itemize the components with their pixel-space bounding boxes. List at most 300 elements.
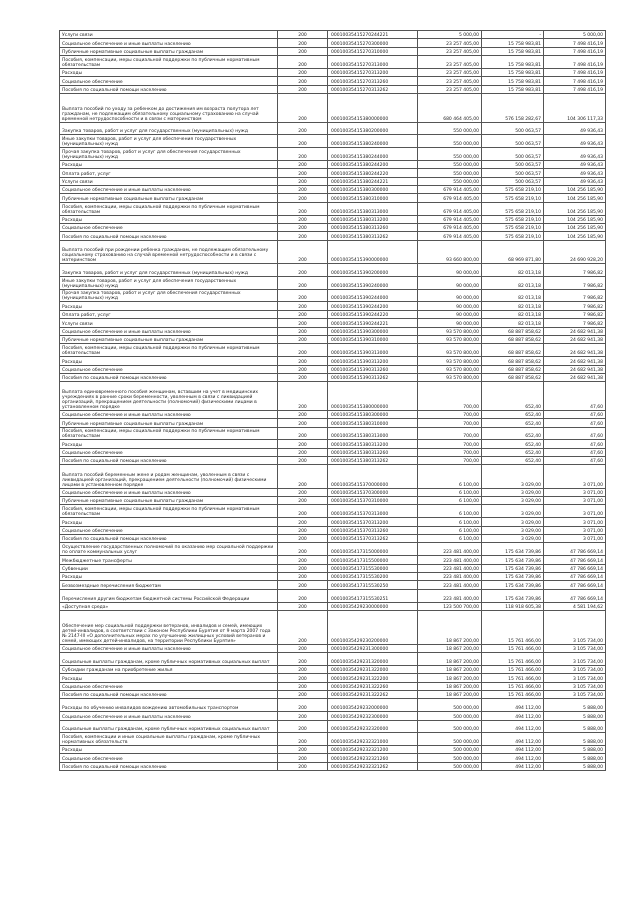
row-code-cell: 200 [278, 194, 328, 202]
table-row [60, 712, 606, 720]
row-plan-cell: 700,00 [418, 382, 482, 410]
row-name-cell: Расходы [60, 518, 278, 526]
row-kbk-cell: 00010035415370000000 [328, 465, 418, 488]
row-code-cell: 200 [278, 448, 328, 456]
row-kbk-cell: 00010035415380244220 [328, 169, 418, 177]
row-plan-cell: 700,00 [418, 457, 482, 465]
row-code-cell: 200 [278, 573, 328, 581]
row-code-cell: 200 [278, 85, 328, 93]
row-rest-cell: 47,60 [544, 448, 606, 456]
row-kbk-cell: 00010035429231322200 [328, 674, 418, 682]
table-row [60, 215, 606, 223]
row-code-cell: 200 [278, 682, 328, 690]
table-row [60, 564, 606, 572]
table-row [60, 276, 606, 289]
row-name-cell: Перечисления другим бюджетам бюджетной системы Российской Федерации [60, 589, 278, 602]
row-code-cell: 200 [278, 373, 328, 381]
row-name-cell: Пособия по социальной помощи населению [60, 535, 278, 543]
table-row [60, 194, 606, 202]
row-rest-cell: 47,60 [544, 440, 606, 448]
row-rest-cell: 7 498 416,19 [544, 68, 606, 76]
row-code-cell: 200 [278, 344, 328, 357]
table-body [60, 31, 606, 771]
table-row [60, 682, 606, 690]
row-code-cell: 200 [278, 77, 328, 85]
row-rest-cell: 5 888,00 [544, 699, 606, 712]
row-kbk-cell: 00010035415390240000 [328, 276, 418, 289]
row-kbk-cell: 00010035429231322262 [328, 690, 418, 698]
budget-report-page [59, 30, 605, 771]
row-kbk-cell: 00010035415370300000 [328, 488, 418, 496]
row-name-cell: Осуществление государственных полномочий по оказанию мер социальной поддержки по оплате коммунальных услуг [60, 543, 278, 556]
row-kbk-cell: 00010035415390313260 [328, 365, 418, 373]
row-name-cell: Социальное обеспечение и иные выплаты населению [60, 488, 278, 496]
row-kbk-cell: 00010035417315530250 [328, 581, 418, 589]
row-name-cell: Социальное обеспечение [60, 365, 278, 373]
row-rest-cell: 3 105 734,00 [544, 610, 606, 644]
row-code-cell: 200 [278, 497, 328, 505]
row-name-cell: Социальное обеспечение [60, 77, 278, 85]
row-fact-cell: 494 112,00 [482, 699, 544, 712]
table-row [60, 224, 606, 232]
row-name-cell: Социальное обеспечение и иные выплаты населению [60, 644, 278, 652]
table-row [60, 518, 606, 526]
row-plan-cell: 5 000,00 [418, 31, 482, 39]
row-kbk-cell: 00010035415390313200 [328, 357, 418, 365]
row-name-cell: Обеспечение мер социальной поддержки ветеранов, инвалидов и семей, имеющих детей-инвалидов, в соответствии с Законом Республики Бурятия от 9 марта 2007 года № 2147-III «О дополнительных мерах по улучшению жилищных условий ветеранов и семей, имеющих детей-инвалидов, на территории Республики Бурятия» [60, 610, 278, 644]
row-name-cell: Оплата работ, услуг [60, 169, 278, 177]
row-fact-cell: 3 029,00 [482, 526, 544, 534]
row-plan-cell: 700,00 [418, 448, 482, 456]
row-fact-cell: 15 761 466,00 [482, 682, 544, 690]
row-kbk-cell: 00010035415370310000 [328, 497, 418, 505]
row-name-cell: Оплата работ, услуг [60, 310, 278, 318]
table-row [60, 335, 606, 343]
row-rest-cell: 3 105 734,00 [544, 665, 606, 673]
row-name-cell: Услуги связи [60, 319, 278, 327]
row-fact-cell: 82 013,18 [482, 264, 544, 277]
row-rest-cell: 5 888,00 [544, 733, 606, 746]
table-row [60, 122, 606, 135]
table-row [60, 589, 606, 602]
row-rest-cell: 49 936,43 [544, 177, 606, 185]
row-name-cell: Пособия, компенсации и иные социальные выплаты гражданам, кроме публичных нормативных обязательств [60, 733, 278, 746]
row-rest-cell: 3 105 734,00 [544, 690, 606, 698]
row-code-cell: 200 [278, 94, 328, 122]
row-plan-cell: 550 000,00 [418, 148, 482, 161]
row-plan-cell: 93 570 800,00 [418, 344, 482, 357]
row-kbk-cell: 00010035415380310000 [328, 419, 418, 427]
row-kbk-cell: 00010035415380313000 [328, 427, 418, 440]
row-rest-cell: 7 986,82 [544, 310, 606, 318]
row-fact-cell: 15 761 466,00 [482, 690, 544, 698]
row-rest-cell: 24 682 941,38 [544, 335, 606, 343]
row-plan-cell: 93 570 800,00 [418, 335, 482, 343]
table-row [60, 148, 606, 161]
row-name-cell: Расходы [60, 68, 278, 76]
row-plan-cell: 90 000,00 [418, 310, 482, 318]
row-rest-cell: 24 682 941,38 [544, 327, 606, 335]
row-rest-cell: 7 498 416,19 [544, 77, 606, 85]
row-name-cell: Прочая закупка товаров, работ и услуг для обеспечения государственных (муниципальных) нужд [60, 289, 278, 302]
row-fact-cell: 15 761 466,00 [482, 644, 544, 652]
row-rest-cell: 24 682 941,38 [544, 344, 606, 357]
row-plan-cell: 6 100,00 [418, 535, 482, 543]
row-kbk-cell: 00010035429231322000 [328, 665, 418, 673]
row-kbk-cell: 00010035415380300000 [328, 410, 418, 418]
row-rest-cell: 24 682 941,38 [544, 365, 606, 373]
row-name-cell: Безвозмездные перечисления бюджетам [60, 581, 278, 589]
row-kbk-cell: 00010035415390300000 [328, 327, 418, 335]
row-name-cell: Закупка товаров, работ и услуг для государственных (муниципальных) нужд [60, 122, 278, 135]
row-code-cell: 200 [278, 602, 328, 610]
row-code-cell: 200 [278, 674, 328, 682]
row-plan-cell: 6 100,00 [418, 488, 482, 496]
row-rest-cell: 7 986,82 [544, 319, 606, 327]
row-fact-cell: 575 658 219,10 [482, 186, 544, 194]
row-plan-cell: 223 481 400,00 [418, 556, 482, 564]
row-fact-cell: 500 063,57 [482, 122, 544, 135]
row-rest-cell: 3 105 734,00 [544, 674, 606, 682]
row-plan-cell: 90 000,00 [418, 302, 482, 310]
row-name-cell: Пособия, компенсации, меры социальной поддержки по публичным нормативным обязательствам [60, 202, 278, 215]
row-name-cell: Пособия по социальной помощи населению [60, 457, 278, 465]
row-rest-cell: 49 936,43 [544, 122, 606, 135]
row-rest-cell: 7 986,82 [544, 302, 606, 310]
row-name-cell: Расходы [60, 674, 278, 682]
row-code-cell: 200 [278, 762, 328, 770]
table-row [60, 410, 606, 418]
row-fact-cell: 575 658 219,10 [482, 232, 544, 240]
row-rest-cell: 3 105 734,00 [544, 644, 606, 652]
row-fact-cell: 15 761 466,00 [482, 610, 544, 644]
budget-expenditure-table [59, 30, 606, 771]
table-row [60, 56, 606, 69]
row-kbk-cell: 00010035415380244221 [328, 177, 418, 185]
row-rest-cell: 3 071,00 [544, 535, 606, 543]
row-plan-cell: 550 000,00 [418, 135, 482, 148]
row-code-cell: 200 [278, 427, 328, 440]
row-name-cell: Социальное обеспечение [60, 526, 278, 534]
row-rest-cell: 3 105 734,00 [544, 682, 606, 690]
row-plan-cell: 18 867 200,00 [418, 674, 482, 682]
row-kbk-cell: 00010035415390244200 [328, 302, 418, 310]
row-fact-cell: - [482, 31, 544, 39]
row-kbk-cell: 00010035415370313200 [328, 518, 418, 526]
row-plan-cell: 500 000,00 [418, 762, 482, 770]
row-fact-cell: 494 112,00 [482, 720, 544, 733]
row-code-cell: 200 [278, 135, 328, 148]
row-code-cell: 200 [278, 186, 328, 194]
table-row [60, 310, 606, 318]
row-code-cell: 200 [278, 644, 328, 652]
row-rest-cell: 47,60 [544, 427, 606, 440]
table-row [60, 419, 606, 427]
row-name-cell: Социальное обеспечение и иные выплаты населению [60, 186, 278, 194]
row-fact-cell: 175 634 739,86 [482, 556, 544, 564]
row-fact-cell: 575 658 219,10 [482, 224, 544, 232]
row-plan-cell: 23 257 405,00 [418, 39, 482, 47]
row-name-cell: Расходы [60, 573, 278, 581]
table-row [60, 77, 606, 85]
table-row [60, 202, 606, 215]
table-row [60, 186, 606, 194]
table-row [60, 448, 606, 456]
row-plan-cell: 500 000,00 [418, 746, 482, 754]
row-code-cell: 200 [278, 419, 328, 427]
row-rest-cell: 47 786 669,14 [544, 589, 606, 602]
row-fact-cell: 652,40 [482, 440, 544, 448]
table-row [60, 465, 606, 488]
row-kbk-cell: 00010035415380310000 [328, 194, 418, 202]
row-fact-cell: 15 761 466,00 [482, 652, 544, 665]
row-kbk-cell: 00010035415380313262 [328, 457, 418, 465]
row-fact-cell: 68 887 858,62 [482, 344, 544, 357]
row-code-cell: 200 [278, 733, 328, 746]
row-plan-cell: 550 000,00 [418, 169, 482, 177]
table-row [60, 319, 606, 327]
row-code-cell: 200 [278, 357, 328, 365]
table-row [60, 556, 606, 564]
table-row [60, 581, 606, 589]
table-row [60, 39, 606, 47]
row-fact-cell: 652,40 [482, 382, 544, 410]
table-row [60, 674, 606, 682]
row-code-cell: 200 [278, 457, 328, 465]
row-plan-cell: 223 481 400,00 [418, 543, 482, 556]
row-kbk-cell: 00010035415270244221 [328, 31, 418, 39]
row-name-cell: Публичные нормативные социальные выплаты гражданам [60, 335, 278, 343]
row-plan-cell: 90 000,00 [418, 276, 482, 289]
table-row [60, 497, 606, 505]
row-kbk-cell: 00010035415380244000 [328, 148, 418, 161]
row-plan-cell: 93 570 800,00 [418, 373, 482, 381]
table-row [60, 699, 606, 712]
row-fact-cell: 15 758 983,81 [482, 39, 544, 47]
row-name-cell: Услуги связи [60, 31, 278, 39]
row-fact-cell: 652,40 [482, 419, 544, 427]
row-fact-cell: 3 029,00 [482, 488, 544, 496]
row-name-cell: Социальное обеспечение и иные выплаты населению [60, 712, 278, 720]
row-fact-cell: 652,40 [482, 448, 544, 456]
row-kbk-cell: 00010035415270313262 [328, 85, 418, 93]
row-kbk-cell: 00010035415370313000 [328, 505, 418, 518]
row-code-cell: 200 [278, 122, 328, 135]
row-code-cell: 200 [278, 68, 328, 76]
row-fact-cell: 15 761 466,00 [482, 665, 544, 673]
row-code-cell: 200 [278, 47, 328, 55]
row-fact-cell: 652,40 [482, 410, 544, 418]
row-fact-cell: 3 029,00 [482, 535, 544, 543]
table-row [60, 573, 606, 581]
row-code-cell: 200 [278, 240, 328, 263]
row-name-cell: Пособия, компенсации, меры социальной поддержки по публичным нормативным обязательствам [60, 505, 278, 518]
row-kbk-cell: 00010035417315530000 [328, 564, 418, 572]
row-rest-cell: 49 936,43 [544, 148, 606, 161]
row-rest-cell: 3 105 734,00 [544, 652, 606, 665]
row-kbk-cell: 00010035415390313262 [328, 373, 418, 381]
row-kbk-cell: 00010035415370313260 [328, 526, 418, 534]
row-plan-cell: 223 481 400,00 [418, 581, 482, 589]
row-name-cell: Пособия, компенсации, меры социальной поддержки по публичным нормативным обязательствам [60, 344, 278, 357]
row-code-cell: 200 [278, 202, 328, 215]
row-code-cell: 200 [278, 327, 328, 335]
table-row [60, 543, 606, 556]
table-row [60, 94, 606, 122]
row-fact-cell: 68 887 858,62 [482, 335, 544, 343]
row-code-cell: 200 [278, 465, 328, 488]
row-kbk-cell: 00010035415270313260 [328, 77, 418, 85]
row-kbk-cell: 00010035417315530200 [328, 573, 418, 581]
row-code-cell: 200 [278, 289, 328, 302]
row-plan-cell: 679 914 405,00 [418, 215, 482, 223]
row-rest-cell: 104 256 185,90 [544, 194, 606, 202]
row-name-cell: Пособия по социальной помощи населению [60, 762, 278, 770]
table-row [60, 289, 606, 302]
row-plan-cell: 123 500 700,00 [418, 602, 482, 610]
row-plan-cell: 223 481 400,00 [418, 573, 482, 581]
row-fact-cell: 82 013,18 [482, 289, 544, 302]
row-kbk-cell: 00010035415270313200 [328, 68, 418, 76]
table-row [60, 169, 606, 177]
row-name-cell: Социальное обеспечение и иные выплаты населению [60, 39, 278, 47]
row-fact-cell: 82 013,18 [482, 302, 544, 310]
row-fact-cell: 15 761 466,00 [482, 674, 544, 682]
table-row [60, 644, 606, 652]
row-kbk-cell: 00010035415390244220 [328, 310, 418, 318]
row-fact-cell: 175 634 739,86 [482, 564, 544, 572]
row-plan-cell: 223 481 400,00 [418, 589, 482, 602]
row-rest-cell: 47 786 669,14 [544, 543, 606, 556]
row-fact-cell: 118 918 605,38 [482, 602, 544, 610]
row-plan-cell: 90 000,00 [418, 264, 482, 277]
row-kbk-cell: 00010035415390000000 [328, 240, 418, 263]
table-row [60, 488, 606, 496]
row-name-cell: Социальное обеспечение [60, 754, 278, 762]
table-row [60, 240, 606, 263]
row-fact-cell: 3 029,00 [482, 505, 544, 518]
row-name-cell: Межбюджетные трансферты [60, 556, 278, 564]
table-row [60, 690, 606, 698]
row-kbk-cell: 00010035415380200000 [328, 122, 418, 135]
row-fact-cell: 652,40 [482, 457, 544, 465]
row-plan-cell: 23 257 405,00 [418, 85, 482, 93]
row-code-cell: 200 [278, 746, 328, 754]
row-kbk-cell: 00010035429231320000 [328, 652, 418, 665]
row-code-cell: 200 [278, 665, 328, 673]
row-code-cell: 200 [278, 39, 328, 47]
row-fact-cell: 500 063,57 [482, 177, 544, 185]
row-rest-cell: 47 786 669,14 [544, 556, 606, 564]
row-kbk-cell: 00010035429231300000 [328, 644, 418, 652]
row-rest-cell: 104 256 185,90 [544, 186, 606, 194]
row-rest-cell: 7 498 416,19 [544, 56, 606, 69]
row-rest-cell: 47 786 669,14 [544, 564, 606, 572]
row-code-cell: 200 [278, 56, 328, 69]
row-rest-cell: 47,60 [544, 382, 606, 410]
row-code-cell: 200 [278, 302, 328, 310]
row-rest-cell: 47 786 669,14 [544, 573, 606, 581]
row-code-cell: 200 [278, 148, 328, 161]
row-name-cell: Расходы [60, 746, 278, 754]
row-code-cell: 200 [278, 310, 328, 318]
row-fact-cell: 494 112,00 [482, 762, 544, 770]
row-kbk-cell: 00010035415390310000 [328, 335, 418, 343]
table-row [60, 505, 606, 518]
row-fact-cell: 15 758 983,81 [482, 85, 544, 93]
row-plan-cell: 23 257 405,00 [418, 56, 482, 69]
table-row [60, 68, 606, 76]
row-kbk-cell: 00010035415270313000 [328, 56, 418, 69]
row-kbk-cell: 00010035415380000000 [328, 382, 418, 410]
row-code-cell: 200 [278, 410, 328, 418]
row-kbk-cell: 00010035417315500000 [328, 556, 418, 564]
row-plan-cell: 6 100,00 [418, 505, 482, 518]
row-plan-cell: 93 570 800,00 [418, 327, 482, 335]
row-plan-cell: 18 867 200,00 [418, 665, 482, 673]
row-name-cell: Публичные нормативные социальные выплаты гражданам [60, 47, 278, 55]
table-row [60, 440, 606, 448]
table-row [60, 177, 606, 185]
row-name-cell: Социальное обеспечение [60, 682, 278, 690]
row-fact-cell: 575 658 219,10 [482, 194, 544, 202]
row-rest-cell: 104 306 117,33 [544, 94, 606, 122]
row-fact-cell: 68 887 858,62 [482, 373, 544, 381]
table-row [60, 47, 606, 55]
row-kbk-cell: 00010035415380240000 [328, 135, 418, 148]
row-code-cell: 200 [278, 177, 328, 185]
row-kbk-cell: 00010035429232321262 [328, 762, 418, 770]
row-name-cell: Пособия по социальной помощи населению [60, 85, 278, 93]
row-rest-cell: 7 498 416,19 [544, 85, 606, 93]
row-kbk-cell: 00010035429232300000 [328, 712, 418, 720]
row-name-cell: Социальные выплаты гражданам, кроме публичных нормативных социальных выплат [60, 720, 278, 733]
row-fact-cell: 68 887 858,62 [482, 327, 544, 335]
row-code-cell: 200 [278, 264, 328, 277]
row-plan-cell: 90 000,00 [418, 319, 482, 327]
row-plan-cell: 700,00 [418, 427, 482, 440]
row-kbk-cell: 00010035429232321200 [328, 746, 418, 754]
table-row [60, 373, 606, 381]
row-name-cell: Пособия по социальной помощи населению [60, 373, 278, 381]
row-rest-cell: 3 071,00 [544, 488, 606, 496]
row-code-cell: 200 [278, 335, 328, 343]
row-name-cell: Расходы по обучению инвалидов вождению автомобильных транспортом [60, 699, 278, 712]
row-kbk-cell: 00010035415370313262 [328, 535, 418, 543]
row-rest-cell: 47,60 [544, 457, 606, 465]
row-rest-cell: 7 498 416,19 [544, 39, 606, 47]
row-fact-cell: 500 063,57 [482, 169, 544, 177]
row-rest-cell: 5 888,00 [544, 762, 606, 770]
row-plan-cell: 18 867 200,00 [418, 610, 482, 644]
row-name-cell: Пособия, компенсации, меры социальной поддержки по публичным нормативным обязательствам [60, 427, 278, 440]
row-name-cell: Выплата пособий по уходу за ребенком до достижения им возраста полутора лет гражданам, не подлежащим обязательному социальному страхованию на случай временной нетрудоспособности и в связи с материнством [60, 94, 278, 122]
row-code-cell: 200 [278, 543, 328, 556]
row-kbk-cell: 00010035417315530251 [328, 589, 418, 602]
row-code-cell: 200 [278, 276, 328, 289]
row-plan-cell: 700,00 [418, 419, 482, 427]
row-kbk-cell: 00010035415380244200 [328, 160, 418, 168]
table-row [60, 652, 606, 665]
table-row [60, 610, 606, 644]
row-name-cell: Услуги связи [60, 177, 278, 185]
row-kbk-cell: 00010035429232000000 [328, 699, 418, 712]
row-plan-cell: 679 914 405,00 [418, 194, 482, 202]
row-fact-cell: 82 013,18 [482, 276, 544, 289]
row-plan-cell: 223 481 400,00 [418, 564, 482, 572]
row-rest-cell: 7 498 416,19 [544, 47, 606, 55]
row-kbk-cell: 00010035429230200000 [328, 610, 418, 644]
